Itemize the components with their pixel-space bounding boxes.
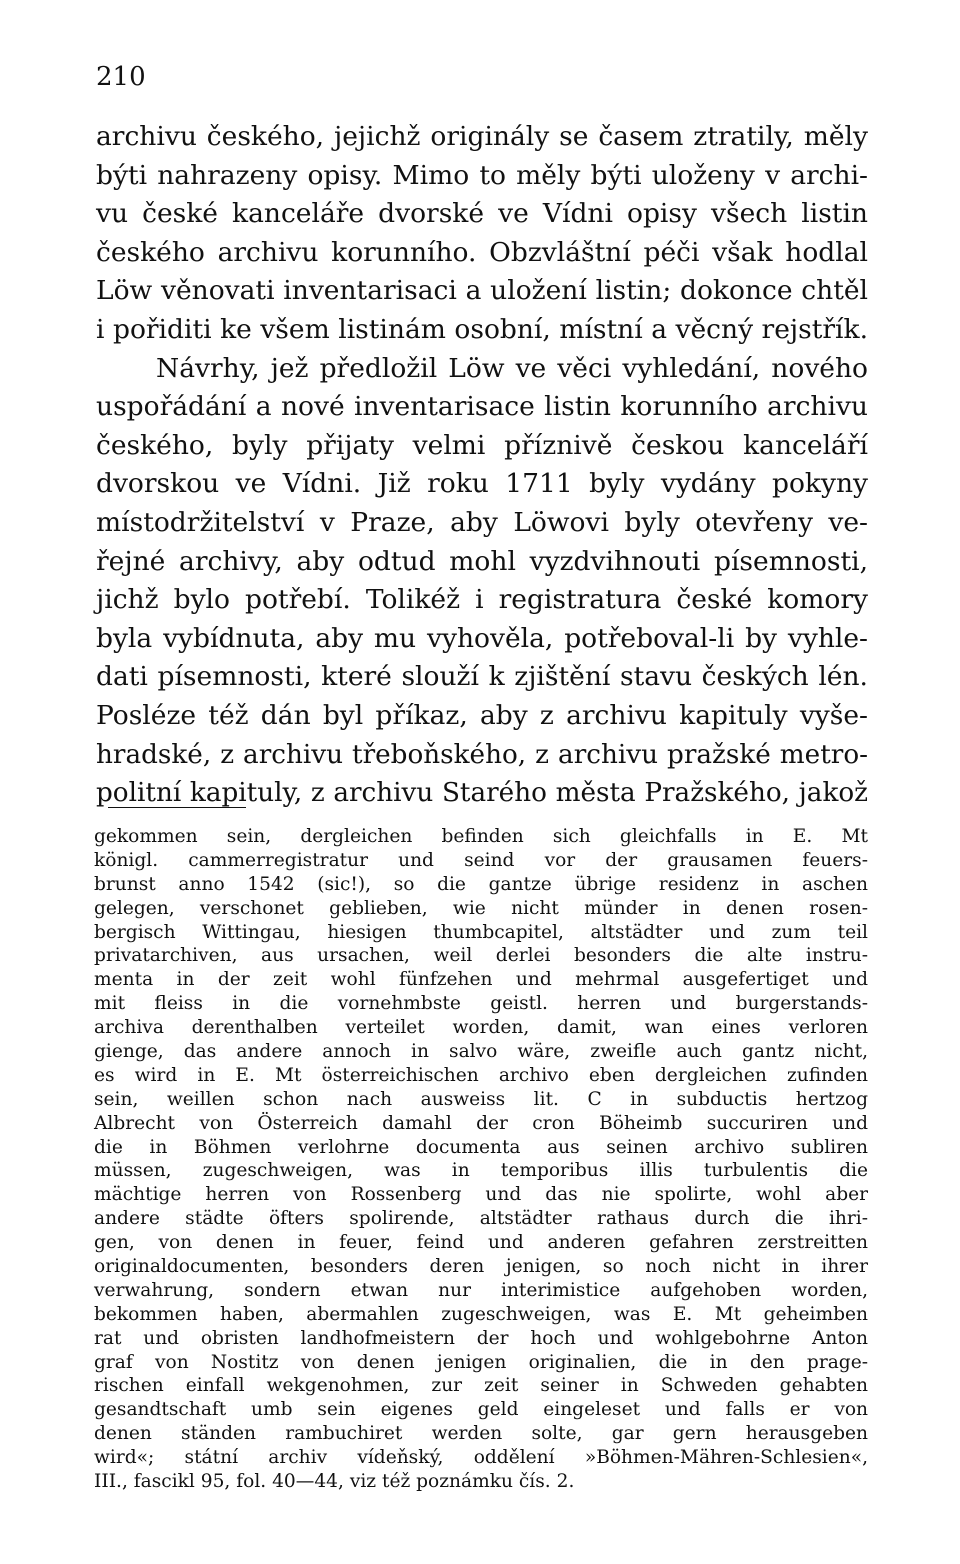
text-line: Posléze též dán byl příkaz, aby z archivu kapituly vyše- bbox=[96, 699, 868, 731]
footnote-line: müssen, zugeschweigen, was in temporibus illis turbulentis die bbox=[94, 1160, 868, 1182]
footnote bbox=[94, 825, 868, 1494]
footnote-line: es wird in E. Mt österreichischen archivo eben dergleichen zufinden bbox=[94, 1064, 868, 1086]
footnote-line: archiva derenthalben verteilet worden, damit, wan eines verloren bbox=[94, 1017, 868, 1039]
footnote-line: bergisch Wittingau, hiesigen thumbcapitel, altstädter und zum teil bbox=[94, 921, 868, 943]
text-line: místodržitelství v Praze, aby Löwovi byly otevřeny ve- bbox=[96, 506, 868, 538]
text-line: uspořádání a nové inventarisace listin korunního archivu bbox=[96, 391, 868, 423]
footnote-line: brunst anno 1542 (sic!), so die gantze übrige residenz in aschen bbox=[94, 873, 868, 895]
footnote-line: rat und obristen landhofmeistern der hoch und wohlgebohrne Anton bbox=[94, 1327, 868, 1349]
footnote-line: mächtige herren von Rossenberg und das nie spolirte, wohl aber bbox=[94, 1184, 868, 1206]
text-line: českého, byly přijaty velmi příznivě českou kanceláří bbox=[96, 429, 868, 461]
footnote-line: die in Böhmen verlohrne documenta aus seinen archivo subliren bbox=[94, 1136, 868, 1158]
footnote-line: wird«; státní archiv vídeňský, oddělení »Böhmen-Mähren-Schlesien«, bbox=[94, 1447, 868, 1469]
footnote-line: graf von Nostitz von denen jenigen originalien, die in den prage- bbox=[94, 1351, 868, 1373]
text-line: Návrhy, jež předložil Löw ve věci vyhledání, nového bbox=[156, 352, 868, 384]
footnote-separator bbox=[108, 807, 246, 808]
footnote-line: mit fleiss in die vornehmbste geistl. herren und burgerstands- bbox=[94, 993, 868, 1015]
text-line: jichž bylo potřebí. Tolikéž i registratura české komory bbox=[96, 584, 868, 616]
footnote-line: III., fascikl 95, fol. 40—44, viz též poznámku čís. 2. bbox=[94, 1471, 575, 1493]
footnote-line: Albrecht von Österreich damahl der cron Böheimb succuriren und bbox=[94, 1112, 868, 1134]
footnote-line: privatarchiven, aus ursachen, weil derlei besonders die alte instru- bbox=[94, 945, 868, 967]
footnote-line: gen, von denen in feuer, feind und anderen gefahren zerstreitten bbox=[94, 1232, 868, 1254]
footnote-line: gelegen, verschonet geblieben, wie nicht münder in denen rosen- bbox=[94, 897, 868, 919]
footnote-line: originaldocumenten, besonders deren jenigen, so noch nicht in ihrer bbox=[94, 1256, 868, 1278]
footnote-line: gekommen sein, dergleichen befinden sich gleichfalls in E. Mt bbox=[94, 826, 868, 847]
text-line: vu české kanceláře dvorské ve Vídni opisy všech listin bbox=[96, 198, 868, 230]
footnote-line: verwahrung, sondern etwan nur interimistice aufgehoben worden, bbox=[94, 1279, 868, 1301]
footnote-line: sein, weillen schon nach ausweiss lit. C in subductis hertzog bbox=[94, 1088, 868, 1110]
text-line: Löw věnovati inventarisaci a uložení listin; dokonce chtěl bbox=[96, 275, 868, 307]
text-line: dati písemnosti, které slouží k zjištění stavu českých lén. bbox=[96, 661, 868, 693]
footnote-line: menta in der zeit wohl fünfzehen und mehrmal ausgefertiget und bbox=[94, 969, 868, 991]
footnote-line: denen ständen rambuchiret werden solte, gar gern herausgeben bbox=[94, 1423, 868, 1445]
footnote-line: königl. cammerregistratur und seind vor der grausamen feuers- bbox=[94, 849, 868, 871]
text-line: dvorskou ve Vídni. Již roku 1711 byly vydány pokyny bbox=[96, 468, 868, 500]
footnote-line: gesandtschaft umb sein eigenes geld eingeleset und falls er von bbox=[94, 1399, 868, 1421]
text-line: archivu českého, jejichž originály se časem ztratily, měly bbox=[96, 121, 868, 152]
footnote-line: andere städte öfters spolirende, altstädter rathaus durch die ihri- bbox=[94, 1208, 868, 1230]
footnote-line: gienge, das andere annoch in salvo wäre, zweifle auch gantz nicht, bbox=[94, 1041, 868, 1063]
footnote-line: bekommen haben, abermahlen zugeschweigen, was E. Mt geheimben bbox=[94, 1303, 868, 1325]
text-line: českého archivu korunního. Obzvláštní péči však hodlal bbox=[96, 236, 868, 268]
text-line: politní kapituly, z archivu Starého města Pražského, jakož bbox=[96, 778, 868, 809]
text-line: řejné archivy, aby odtud mohl vyzdvihnouti písemnosti, bbox=[96, 545, 868, 577]
page-number: 210 bbox=[96, 62, 146, 92]
text-line: i pořiditi ke všem listinám osobní, místní a věcný rejstřík. bbox=[96, 313, 868, 345]
text-line: býti nahrazeny opisy. Mimo to měly býti uloženy v archi- bbox=[96, 159, 868, 191]
text-line: hradské, z archivu třeboňského, z archivu pražské metro- bbox=[96, 739, 868, 770]
text-line: byla vybídnuta, aby mu vyhověla, potřeboval-li by vyhle- bbox=[96, 622, 868, 654]
footnote-line: rischen einfall wekgenohmen, zur zeit seiner in Schweden gehabten bbox=[94, 1375, 868, 1397]
main-text bbox=[96, 118, 868, 813]
